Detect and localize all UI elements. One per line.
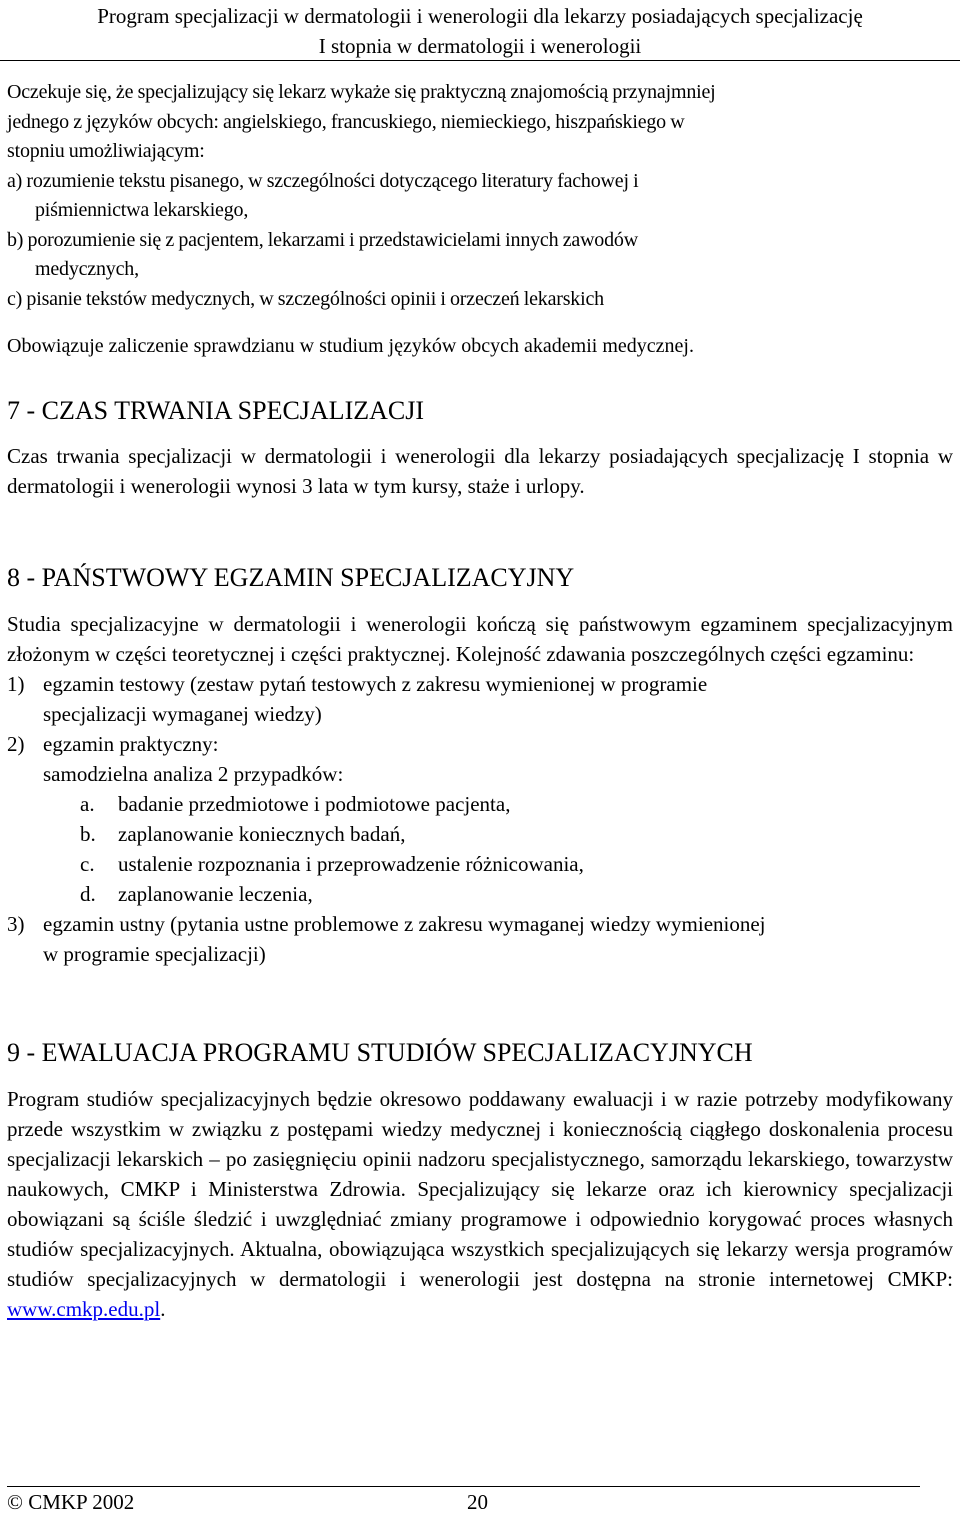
exam-item-text: w programie specjalizacji): [43, 942, 266, 966]
subitem-letter: a.: [80, 792, 95, 816]
obligation-text: Obowiązuje zaliczenie sprawdzianu w studium języków obcych akademii medycznej.: [7, 335, 694, 357]
intro-line: stopniu umożliwiającym:: [7, 140, 205, 162]
exam-subitem-c: [7, 849, 953, 879]
list-item-b-continued: medycznych,: [35, 258, 139, 280]
section-9-end: .: [160, 1297, 166, 1321]
exam-item-number: 1): [7, 672, 25, 696]
section-7-text: [7, 441, 953, 501]
exam-item-text: egzamin praktyczny:: [43, 732, 219, 756]
exam-subitem-b: [7, 819, 953, 849]
section-7-paragraph: Czas trwania specjalizacji w dermatologii i wenerologii dla lekarzy posiadających specjalizację I stopnia w dermatologii i wenerologii wynosi 3 lata w tym kursy, staże i urlopy.: [7, 444, 953, 498]
exam-subitem-d: [7, 879, 953, 909]
exam-item-number: 2): [7, 732, 25, 756]
section-8-body: [7, 609, 953, 969]
exam-item-text: egzamin ustny (pytania ustne problemowe z zakresu wymaganej wiedzy wymienionej: [43, 912, 766, 936]
section-9-text: Program studiów specjalizacyjnych będzie okresowo poddawany ewaluacji i w razie potrzeby modyfikowany przede wszystkim w związku z postępami wiedzy medycznej i koniecznością ciągłego doskonalenia procesu specjalizacji lekarskich – po zasięgnięciu opinii nadzoru specjalistycznego, samorządu lekarskiego, towarzystw naukowych, CMKP i Ministerstwa Zdrowia. Specjalizujący się lekarze oraz ich kierownicy specjalizacji obowiązani są ściśle śledzić i uwzględniać zmiany programowe i odpowiednio korygować proces własnych studiów specjalizacyjnych. Aktualna, obowiązująca wszystkich specjalizujących się lekarzy wersja programów studiów specjalizacyjnych w dermatologii i wenerologii jest dostępna na stronie internetowej CMKP:: [7, 1087, 953, 1291]
subitem-text: zaplanowanie koniecznych badań,: [118, 822, 406, 846]
section-9-heading: 9 - EWALUACJA PROGRAMU STUDIÓW SPECJALIZACYJNYCH: [7, 1038, 753, 1067]
header-title-line-2: I stopnia w dermatologii i wenerologii: [318, 34, 642, 58]
header-title-line-1: Program specjalizacji w dermatologii i wenerologii dla lekarzy posiadających specjalizację: [97, 4, 863, 28]
exam-item-text: samodzielna analiza 2 przypadków:: [43, 762, 344, 786]
subitem-letter: d.: [80, 882, 96, 906]
section-8-heading: 8 - PAŃSTWOWY EGZAMIN SPECJALIZACYJNY: [7, 563, 575, 592]
exam-subitem-a: [7, 789, 953, 819]
intro-line: jednego z języków obcych: angielskiego, francuskiego, niemieckiego, hiszpańskiego w: [7, 110, 685, 133]
subitem-text: ustalenie rozpoznania i przeprowadzenie różnicowania,: [118, 852, 584, 876]
list-item-a: a) rozumienie tekstu pisanego, w szczególności dotyczącego literatury fachowej i: [7, 169, 639, 192]
section-9-body: [7, 1084, 953, 1324]
list-item-b: b) porozumienie się z pacjentem, lekarzami i przedstawicielami innych zawodów: [7, 228, 638, 251]
subitem-text: zaplanowanie leczenia,: [118, 882, 313, 906]
page-header: [0, 0, 960, 61]
exam-item-text: egzamin testowy (zestaw pytań testowych z zakresu wymienionej w programie: [43, 672, 708, 696]
cmkp-website-link[interactable]: www.cmkp.edu.pl: [7, 1297, 161, 1321]
intro-line: Oczekuje się, że specjalizujący się lekarz wykaże się praktyczną znajomością przynajmniej: [7, 81, 716, 103]
subitem-text: badanie przedmiotowe i podmiotowe pacjenta,: [118, 792, 511, 816]
exam-item-2: [7, 729, 953, 789]
exam-item-1: [7, 669, 953, 729]
list-item-a-continued: piśmiennictwa lekarskiego,: [35, 199, 249, 221]
section-7-heading: 7 - CZAS TRWANIA SPECJALIZACJI: [7, 396, 425, 425]
language-requirements: [7, 78, 953, 314]
list-item-c: c) pisanie tekstów medycznych, w szczególności opinii i orzeczeń lekarskich: [7, 287, 604, 310]
exam-item-3: [7, 909, 953, 969]
exam-item-text: specjalizacji wymaganej wiedzy): [43, 702, 322, 726]
exam-item-number: 3): [7, 912, 25, 936]
page-number: 20: [467, 1490, 488, 1514]
footer-copyright: © CMKP 2002: [7, 1490, 135, 1514]
subitem-letter: b.: [80, 822, 96, 846]
section-8-intro: Studia specjalizacyjne w dermatologii i wenerologii kończą się państwowym egzaminem specjalizacyjnym złożonym w części teoretycznej i części praktycznej. Kolejność zdawania poszczególnych części egzaminu:: [7, 612, 953, 666]
subitem-letter: c.: [80, 852, 95, 876]
footer-divider: [7, 1486, 920, 1487]
section-9-paragraph: [7, 1084, 953, 1324]
